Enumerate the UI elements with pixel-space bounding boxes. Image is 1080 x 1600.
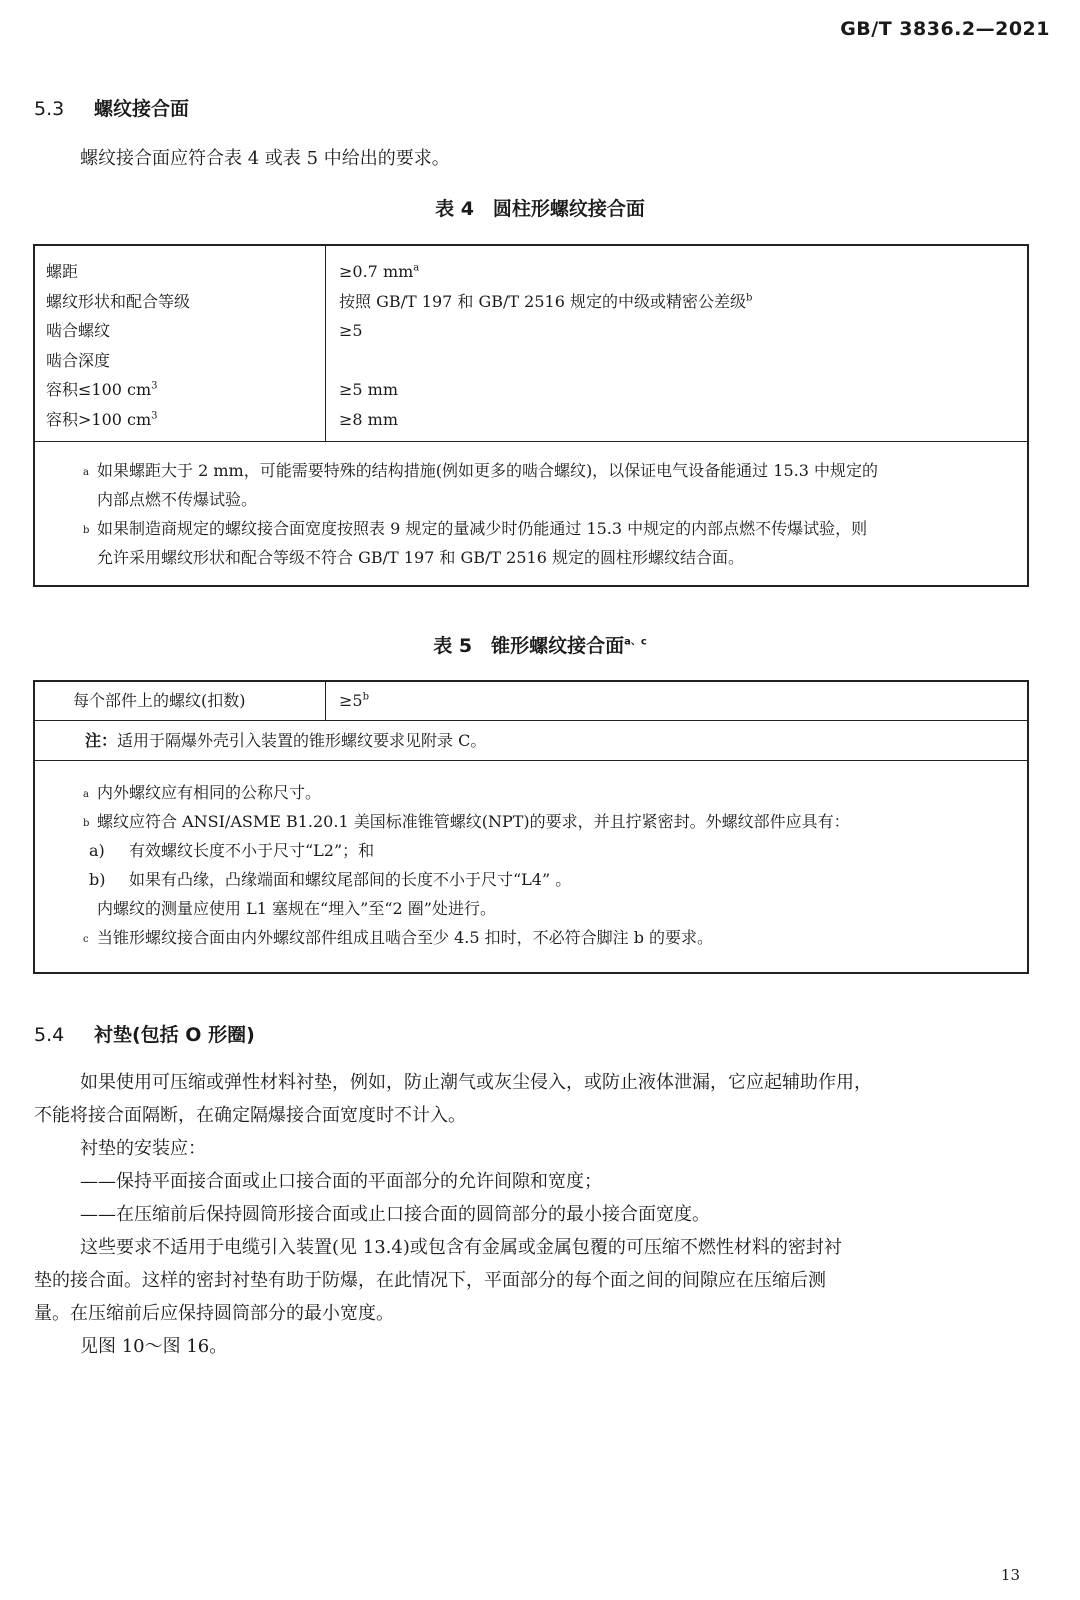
table5-note bbox=[85, 726, 486, 755]
footnote-mark: b bbox=[83, 525, 90, 536]
table5-column-divider bbox=[325, 682, 326, 720]
footnote-mark: a bbox=[83, 467, 89, 478]
section-title: 螺纹接合面 bbox=[94, 98, 190, 120]
table5-footnote-b-item-a: a) 有效螺纹长度不小于尺寸“L2”；和 bbox=[89, 841, 375, 860]
table4-footnote-b: b 如果制造商规定的螺纹接合面宽度按照表 9 规定的量减少时仍能通过 15.3 中规定的内部点燃不传爆试验，则 bbox=[83, 514, 1023, 543]
table4-footnote-a: a 如果螺距大于 2 mm，可能需要特殊的结构措施(例如更多的啮合螺纹)，以保证电气设备能通过 15.3 中规定的 bbox=[83, 456, 1023, 485]
table5-note-text: 适用于隔爆外壳引入装置的锥形螺纹要求见附录 C。 bbox=[117, 731, 487, 750]
table4-param-engaged-threads: 啮合螺纹 bbox=[46, 321, 111, 340]
table5-footnote-c: c 当锥形螺纹接合面由内外螺纹部件组成且啮合至少 4.5 扣时，不必符合脚注 b 的要求。 bbox=[83, 923, 1023, 952]
section-5-4-p3: 这些要求不适用于电缆引入装置(见 13.4)或包含有金属或金属包覆的可压缩不燃性材料的密封衬 bbox=[80, 1237, 842, 1258]
section-heading-5-3 bbox=[34, 94, 189, 121]
table4-footnote-divider bbox=[35, 441, 1027, 442]
table5-footnote-divider bbox=[35, 760, 1027, 761]
table4-value-form-class: 按照 GB/T 197 和 GB/T 2516 规定的中级或精密公差级$^b$ bbox=[339, 291, 753, 311]
table4-value-engagement-depth bbox=[339, 346, 752, 376]
table4-param-column bbox=[46, 257, 190, 434]
section-5-3-intro: 螺纹接合面应符合表 4 或表 5 中给出的要求。 bbox=[80, 148, 450, 169]
section-number: 5.3 bbox=[34, 98, 65, 120]
table5-row-divider bbox=[35, 720, 1027, 721]
page-number: 13 bbox=[1000, 1566, 1020, 1584]
table5-caption: 表 5 锥形螺纹接合面$^{a、c}$ bbox=[433, 635, 647, 657]
section-number: 5.4 bbox=[34, 1024, 65, 1046]
section-5-4-body bbox=[34, 1066, 1034, 1363]
table4-footnote-b-cont: 允许采用螺纹形状和配合等级不符合 GB/T 197 和 GB/T 2516 规定的圆柱形螺纹结合面。 bbox=[97, 548, 744, 567]
table4-footnote-a-cont: 内部点燃不传爆试验。 bbox=[97, 490, 258, 509]
table4-value-volume-small: ≥5 mm bbox=[339, 380, 399, 399]
table4-param-volume-small: 容积≤100 $cm^3$ bbox=[46, 380, 158, 399]
table5-footnote-b: b 螺纹应符合 ANSI/ASME B1.20.1 美国标准锥管螺纹(NPT)的要求，并且拧紧密封。外螺纹部件应具有： bbox=[83, 807, 1023, 836]
table4-value-engaged-threads: ≥5 bbox=[339, 321, 363, 340]
table5-footnote-a: a 内外螺纹应有相同的公称尺寸。 bbox=[83, 778, 1023, 807]
table4-param-pitch: 螺距 bbox=[46, 262, 79, 281]
section-5-4-p1-cont: 不能将接合面隔断，在确定隔爆接合面宽度时不计入。 bbox=[34, 1105, 466, 1126]
table4-value-column bbox=[339, 257, 752, 434]
table4-footnotes bbox=[83, 456, 1023, 572]
table5-note-label: 注： bbox=[85, 731, 118, 750]
section-5-4-dash1: ——保持平面接合面或止口接合面的平面部分的允许间隙和宽度； bbox=[80, 1171, 602, 1192]
table4-value-pitch: ≥0.7 $mm^a$ bbox=[339, 262, 420, 281]
footnote-mark: c bbox=[83, 934, 89, 945]
section-5-4-p2: 衬垫的安装应： bbox=[80, 1138, 206, 1159]
table4-param-form-class: 螺纹形状和配合等级 bbox=[46, 291, 191, 311]
table4-caption: 表 4 圆柱形螺纹接合面 bbox=[435, 198, 645, 220]
footnote-mark: a bbox=[83, 789, 89, 800]
table4-param-volume-large: 容积>100 $cm^3$ bbox=[46, 409, 158, 429]
table4-param-engagement-depth: 啮合深度 bbox=[46, 350, 111, 370]
table4 bbox=[33, 244, 1029, 587]
section-5-4-p1: 如果使用可压缩或弹性材料衬垫，例如，防止潮气或灰尘侵入，或防止液体泄漏，它应起辅助作用， bbox=[80, 1072, 872, 1093]
standard-number: GB/T 3836.2—2021 bbox=[840, 18, 1050, 40]
footnote-mark: b bbox=[83, 818, 90, 829]
section-5-4-p3-cont1: 垫的接合面。这样的密封衬垫有助于防爆，在此情况下，平面部分的每个面之间的间隙应在压缩后测 bbox=[34, 1270, 826, 1291]
table5-footnotes bbox=[83, 778, 1023, 952]
section-title: 衬垫(包括 O 形圈) bbox=[94, 1024, 255, 1046]
section-5-4-p3-cont2: 量。在压缩前后应保持圆筒部分的最小宽度。 bbox=[34, 1303, 394, 1324]
table5-value: $\ge 5^b$ bbox=[339, 691, 369, 710]
table5-footnote-b-item-b: b) 如果有凸缘，凸缘端面和螺纹尾部间的长度不小于尺寸“L4” 。 bbox=[89, 870, 572, 889]
section-5-4-p4: 见图 10～图 16。 bbox=[80, 1336, 228, 1357]
table5-param: 每个部件上的螺纹(扣数) bbox=[73, 691, 246, 710]
table5 bbox=[33, 680, 1029, 974]
section-heading-5-4 bbox=[34, 1020, 255, 1047]
section-5-4-dash2: ——在压缩前后保持圆筒形接合面或止口接合面的圆筒部分的最小接合面宽度。 bbox=[80, 1204, 710, 1225]
table4-column-divider bbox=[325, 246, 326, 441]
table5-footnote-b-tail: 内螺纹的测量应使用 L1 塞规在“埋入”至“2 圈”处进行。 bbox=[97, 899, 496, 918]
table4-value-volume-large: ≥8 mm bbox=[339, 409, 399, 429]
